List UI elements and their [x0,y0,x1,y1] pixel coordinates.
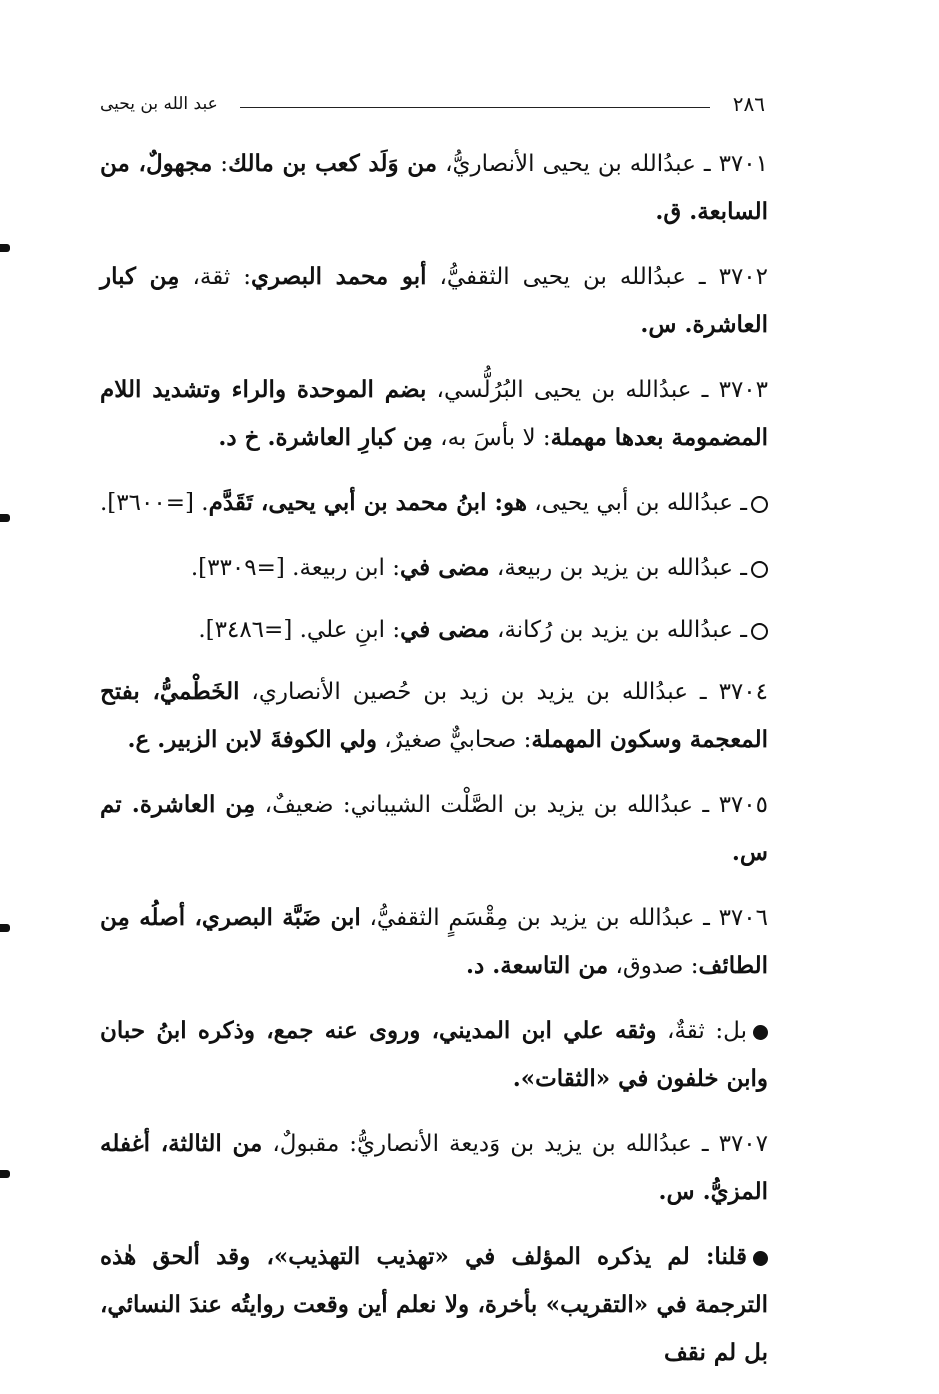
entry-bold-text: مضى في [400,554,490,581]
entry-text: ٣٧٠١ ـ عبدُالله بن يحيى الأنصاريُّ، [437,151,768,177]
entry-bold-text: هو: ابنُ محمد بن أبي يحيى، تَقَدَّم [208,489,527,516]
open-circle-icon [751,623,768,640]
entry-text: : ابن ربيعة. [=٣٣٠٩]. [190,555,401,581]
entry-text: ٣٧٠٦ ـ عبدُالله بن يزيد بن مِقْسَمٍ الثقفيُّ، [360,905,768,931]
entry-cross-reference [100,479,768,527]
scan-edge-mark [0,514,10,522]
entry-bold-text: بضم الموحدة والراء وتشديد اللام المضمومة بعدها مهملة [100,376,768,451]
entry-text: ٣٧٠٣ ـ عبدُالله بن يحيى البُرُلُّسي، [426,377,769,403]
entry-text: : لا بأسَ به، [432,425,551,451]
entry-text: ٣٧٠٥ ـ عبدُالله بن يزيد بن الصَّلْت الشيباني: ضعيفٌ، [255,792,768,818]
entry-text: ـ عبدُالله بن يزيد بن ربيعة، [489,555,747,581]
entry-3706 [100,894,768,990]
scan-edge-mark [0,924,10,932]
running-header [100,92,765,122]
entry-3705 [100,781,768,877]
entry-text: : صحابيٌّ صغيرٌ، [377,727,532,753]
entry-text: . [=٣٦٠٠]. [99,490,209,516]
header-rule [240,107,710,108]
entry-3701 [100,140,768,236]
editor-note [100,1233,768,1377]
open-circle-icon [751,561,768,578]
entry-text: : ثقة، [179,264,251,290]
entry-text: : ابنِ علي. [=٣٤٨٦]. [198,617,401,643]
editor-note [100,1007,768,1103]
entry-bold-text: ولي الكوفةَ لابن الزبير. ع. [127,726,377,753]
entry-bold-text: وثقه علي ابن المديني، وروى عنه جمع، وذكره ابنُ حبان وابن خلفون في «الثقات». [100,1017,768,1092]
entry-bold-text: ابن ضَبَّة البصري، أصلُه مِن الطائف [100,904,768,979]
entry-3703 [100,366,768,462]
page-number: ٢٨٦ [732,92,765,116]
entry-bold-text: مِن العاشرة. تم س. [100,791,768,866]
entry-bold-text: قلنا: لم يذكره المؤلف في «تهذيب التهذيب»، وقد ألحق هٰذه الترجمة في «التقريب» بأخرة، ولا نعلم أين وقعت روايتُه عندَ النسائي، بل لم نقف [100,1243,768,1366]
entry-bold-text: مِن كبارِ العاشرة. خ د. [218,424,433,451]
entry-bold-text: أبو محمد البصري [250,263,427,290]
entry-text: ـ عبدُالله بن أبي يحيى، [526,490,747,516]
running-title: عبد الله بن يحيى [100,94,218,114]
entry-3702 [100,253,768,349]
entry-cross-reference [100,544,768,592]
entry-3707 [100,1120,768,1216]
open-circle-icon [751,496,768,513]
scan-edge-mark [0,1170,10,1178]
entry-bold-text: من وَلَد كعب بن مالك [228,150,438,177]
entry-bold-text: الخَطْميُّ، بفتح المعجمة وسكون المهملة [100,678,768,753]
filled-circle-icon [753,1251,768,1266]
filled-circle-icon [753,1025,768,1040]
entry-text: ٣٧٠٢ ـ عبدُالله بن يحيى الثقفيُّ، [426,264,769,290]
entry-bold-text: مِن كبار العاشرة. س. [100,263,768,338]
entry-text: ٣٧٠٤ ـ عبدُالله بن يزيد بن زيد بن حُصين الأنصاري، [239,679,768,705]
entry-bold-text: من التاسعة. د. [466,952,609,979]
entry-3704 [100,668,768,764]
entry-text: ٣٧٠٧ ـ عبدُالله بن يزيد بن وَديعة الأنصاريُّ: مقبولٌ، [262,1131,769,1157]
scan-edge-mark [0,244,10,252]
entry-bold-text: مجهولٌ، من السابعة. ق. [100,150,768,225]
entry-text: : [212,151,229,177]
entries-list [100,140,768,1394]
entry-bold-text: مضى في [400,616,490,643]
entry-cross-reference [100,606,768,654]
entry-bold-text: من الثالثة، أغفله المزيُّ. س. [100,1130,768,1205]
entry-text: بل: ثقةٌ، [656,1018,747,1044]
entry-text: : صدوق، [608,953,699,979]
entry-text: ـ عبدُالله بن يزيد بن رُكانة، [489,617,747,643]
